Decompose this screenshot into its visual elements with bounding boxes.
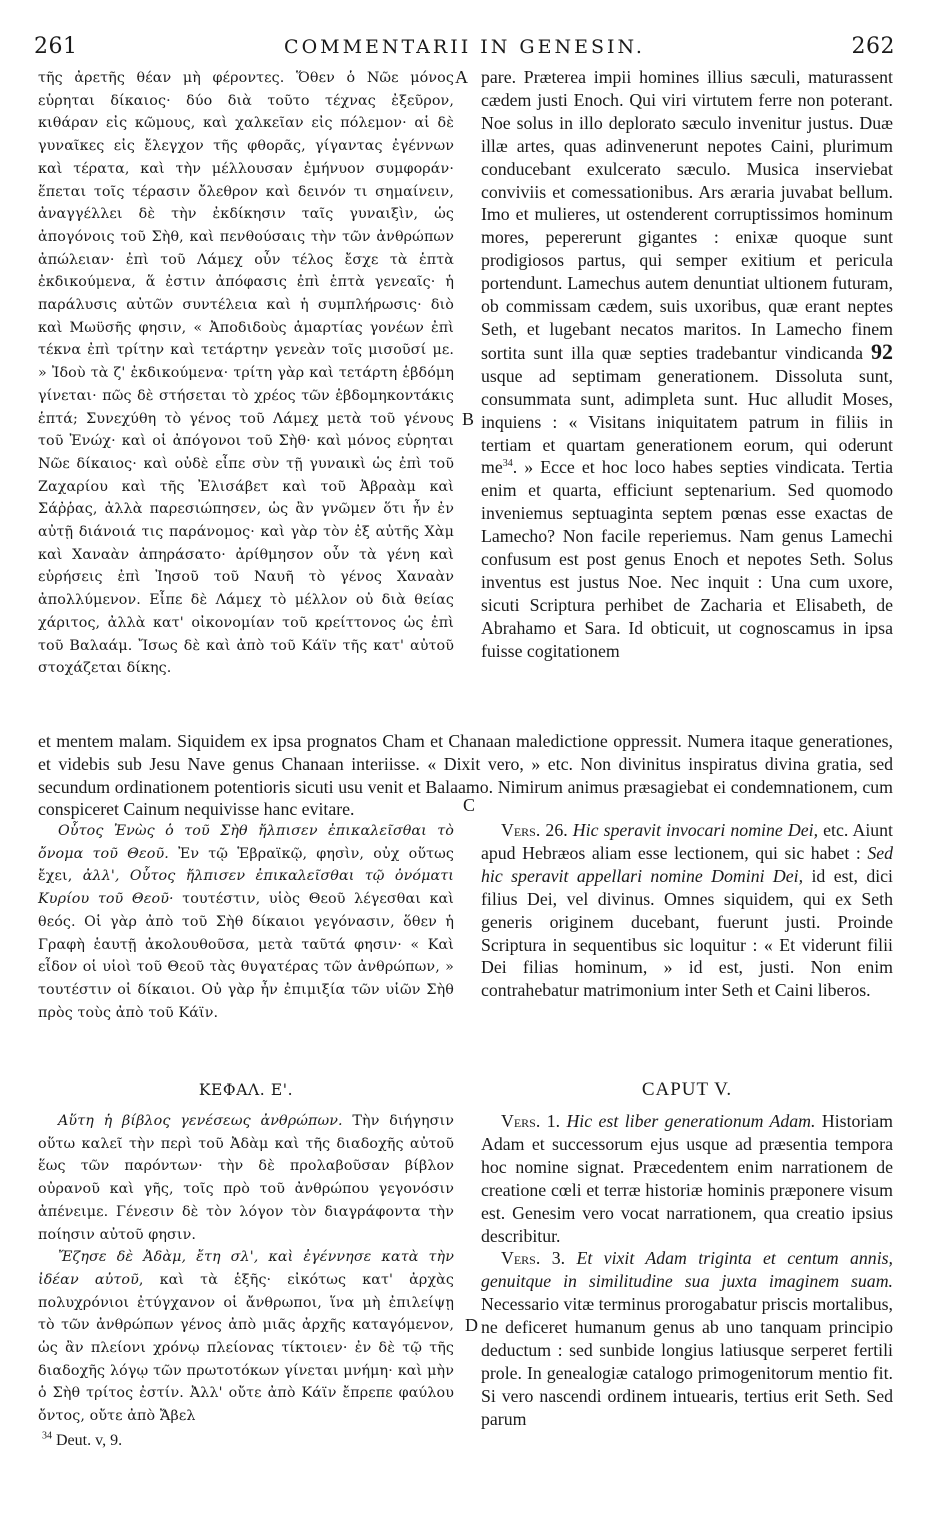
latin-full-width: [38, 730, 893, 821]
greek-verse-1: Αὕτη ἡ βίβλος γενέσεως ἀνθρώπων.: [58, 1113, 343, 1129]
margin-letter-b: B: [462, 409, 475, 429]
latin-bottom-paragraph-1: [481, 1110, 893, 1247]
greek-mid-quote: Οὗτος ἤλπισεν ἐπικαλεῖσθαι τῷ ὀνόματι Κυρίου τοῦ Θεοῦ·: [38, 868, 454, 908]
greek-mid-text-2: τουτέστιν, υἱὸς Θεοῦ λέγεσθαι καὶ θεός. Οἱ γὰρ ἀπὸ τοῦ Σὴθ δίκαιοι γεγόνασιν, ὅθεν ἡ Γραφὴ ἑαυτῇ ἀκολουθοῦσα, μετὰ ταῦτά φησιν· « Καὶ εἶδον οἱ υἱοὶ τοῦ Θεοῦ τὰς θυγατέρας τῶν ἀνθρώπων, » τουτέστιν οἱ δίκαιοι. Οὐ γὰρ ἦν ἐπιμιξία τῶν υἱῶν Σὴθ πρὸς τοὺς ἀπὸ τοῦ Κάϊν.: [38, 891, 454, 1021]
verse-label: Vers. 26.: [501, 820, 568, 840]
greek-bottom-paragraph-1: [38, 1110, 454, 1246]
latin-text-3: . » Ecce et hoc loco habes septies vindicata. Tertia enim et quarta, efficiunt septenarium. Sed quomodo inveniemus septuaginta septem pœnas esse exactas de Lamecho? Non facile reperiemus. Nam genus Lamechi confusum est post genus Enoch et nepotes Seth. Solus inventus est justus Noe. Nec inquit : Una cum uxore, sicuti Scriptura perhibet de Zacharia et Elisabeth, de Abrahamo et Sara. Id obticuit, ut cognoscamus in ipsa fuisse cogitationem: [481, 457, 893, 661]
latin-text-1: pare. Præterea impii homines illius sæculi, maturassent cædem justi Enoch. Qui viri virtutem ferre non poterant. Noe solus in illo deplorato sæculo invenitur justus. Duæ illæ artes, quas adinvenerunt nepotes Caini, plurimum conducebant exulcerato sæculo. Musica inserviebat conviviis et comessationibus. Ars æraria juvabat bellum. Imo et mulieres, ut ostenderent corruptissimos hominum mores, pepererunt gigantes : enixæ quoque sunt prodigiosos partus, qui semper exitium et pericula portendunt. Lamechus autem denuntiat ultionem futuram, ob commissam cædem, suis uxoribus, quæ erant neptes Seth, et lugebant necatos maritos. In Lamecho finem sortita sunt illa quæ septies tradebantur vindicanda: [481, 67, 893, 363]
latin-verse-1: Hic est liber generationum Adam.: [566, 1111, 816, 1131]
greek-verse-2: Ἔζησε δὲ Ἀδὰμ, ἔτη σλ', καὶ ἐγέννησε κατὰ τὴν ἰδέαν αὐτοῦ: [38, 1249, 454, 1288]
latin-column-bottom: [481, 1110, 893, 1431]
greek-column-bottom: [38, 1110, 454, 1428]
latin-paragraph: [481, 66, 893, 663]
column-number: 92: [871, 338, 893, 364]
footnote: [42, 1432, 122, 1450]
latin-bottom-paragraph-2: [481, 1247, 893, 1430]
greek-column-mid: [38, 820, 454, 1024]
greek-mid-text-1: Ἐν τῷ Ἑβραϊκῷ, φησὶν, οὐχ οὕτως ἔχει,: [38, 845, 454, 885]
greek-bottom-text-2: , καὶ τὰ ἑξῆς· εἰκότως κατ' ἀρχὰς πολυχρόνιοι ἐτύγχανον οἱ ἄνθρωποι, ἵνα μὴ ἐπιλείψῃ τὸ τῶν ἀνθρώπων γένος ἀπὸ μιᾶς ἀρχῆς καταγόμενον, ὡς ἂν πλείονι χρόνῳ πλείονας τίκτοιεν· ἐν δὲ τῷ τῆς διαδοχῆς λόγῳ τῶν πρωτοτόκων γίνεται μνήμη· καὶ μὴν ὁ Σὴθ τρίτος ἐστίν. Ἀλλ' οὔτε ἀπὸ Κάϊν ἔπρεπε φαύλου ὄντος, οὔτε ἀπὸ Ἄβελ: [38, 1271, 454, 1425]
latin-bottom-text-1: Historiam Adam et successorum ejus usque ad præsentia tempora hoc nomine signat. Præcedentem enim narrationem de creatione cœli et terræ historiæ hominis præponere visum est. Genesim vero vocat narrationem, qua creatio ipsius describitur.: [481, 1111, 893, 1246]
margin-letter-d: D: [465, 1315, 478, 1335]
latin-bottom-text-3: Necessario vitæ terminus prorogabatur priscis mortalibus, ne deficeret humanum genus ab uno tanquam principio deductum : sed sunbide longius latiusque serperet fertili prole. In genealogiæ catalogo primogenitorum mentio fit. Si vero nascendi ordinem intuearis, tertius erit Seth. Sed parum: [481, 1294, 893, 1429]
greek-chapter-heading: ΚΕΦΑΛ. Ε'.: [198, 1081, 294, 1099]
greek-paragraph: τῆς ἀρετῆς θέαν μὴ φέροντες. Ὅθεν ὁ Νῶε μόνος εὑρηται δίκαιος· δύο διὰ τοῦτο τέχνας ἐξεῦρον, κιθάραν εἰς κῶμους, καὶ χαλκεῖαν εἰς πόλεμον· αἱ δὲ γυναῖκες εἰς ἔλεγχον τῆς φθορᾶς, γίγαντας ἐγέννων καὶ τέρατα, καὶ τὴν μέλλουσαν ἐμήνυον συμφοράν· ἕπεται τοῖς τέρασιν ὄλεθρον καὶ δεινόν τι σημαίνειν, ἀναγγέλλει δὲ τὴν ἐκδίκησιν ταῖς γυναιξὶν, ὡς ἀπογόνοις τοῦ Σὴθ, καὶ πενθούσαις τὴν τῶν ἀνθρώπων ἀπώλειαν· ἐπὶ τοῦ Λάμεχ οὖν τέλος ἔσχε τὰ ἑπτὰ ἐκδικούμενα, ἅ ἐστιν ἀπόφασις ἐπὶ ἑπτὰ γενεαῖς· ἡ παράλυσις αὐτῶν συντέλεια καὶ ἡ συμπλήρωσις· διὸ καὶ Μωϋσῆς φησιν, « Ἀποδιδοὺς ἁμαρτίας γονέων ἐπὶ τέκνα ἐπὶ τρίτην καὶ τετάρτην γενεὰν τοῖς μισοῦσί με. » Ἰδοὺ τὰ ζ' ἐκδικούμενα· τρίτη γὰρ καὶ τετάρτη ἑβδόμη γίνεται· πῶς δὲ στήσεται τὸ χρέος τῶν ἑβδομηκοντάκις ἑπτά; Συνεχύθη τὸ γένος τοῦ Λάμεχ μετὰ τοῦ γένους τοῦ Ἐνώχ· καὶ οἱ ἀπόγονοι τοῦ Σὴθ· καὶ μόνος εὑρηται Νῶε δίκαιος· καὶ οὐδὲ εἶπε σὺν τῇ γυναικὶ ὡς ἐπὶ τοῦ Ζαχαρίου καὶ τῆς Ἐλισάβετ καὶ τοῦ Ἀβραὰμ καὶ Σάῤῥας, ἀλλὰ παρεσιώπησεν, ὡς ἂν γνῶμεν ὅτι ἦν ἐν αὐτῇ διάνοιά τις παράνομος· καὶ γὰρ τὸν ἐξ αὐτῆς Χὰμ καὶ Χαναὰν ἀπηράσατο· ἀρίθμησον οὖν τὰ γένη καὶ εὑρήσεις ἐπὶ Ἰησοῦ τοῦ Ναυῆ τὸ γένος Χαναὰν ἀπολλύμενον. Εἶπε δὲ Λάμεχ τὸ μέλλον οὐ διὰ θείας χάριτος, ἀλλὰ κατ' οἰκονομίαν τοῦ κρείττονος ὡς ἐπὶ τοῦ Βαλαάμ. Ἴσως δὲ καὶ ἀπὸ τοῦ Κάϊν τῆς κατ' αὐτοῦ στοχάζεται δίκης.: [38, 70, 454, 677]
page-header: [34, 34, 895, 64]
greek-bottom-text-1: Τὴν διήγησιν οὕτω καλεῖ τὴν περὶ τοῦ Ἀδὰμ καὶ τῆς διαδοχῆς αὐτοῦ ἕως τῶν παρόντων· τὴν δὲ προλαβοῦσαν βίβλον οὐρανοῦ καὶ γῆς, τοῖς πρὸ τοῦ ἀνθρώπου γεγονόσιν ἀπένειμε. Γένεσιν δὲ τὸν λόγον τὸν διαγράφοντα τὴν ποίησιν αὐτοῦ φησιν.: [38, 1113, 454, 1243]
page-number-right: 262: [851, 34, 895, 59]
greek-column-top: [38, 67, 454, 680]
latin-text-2: usque ad septimam generationem. Dissoluta sunt, consummata sunt, adimpleta sunt. Huc alludit Moses, inquiens : « Visitans iniquitatem patrum in filiis in tertiam et quartam generationem eorum, qui oderunt me: [481, 365, 893, 478]
latin-verse: Hic speravit invocari nomine Dei,: [572, 820, 819, 840]
latin-mid-text-1: etc. Aiunt apud Hebræos aliam esse lectionem, qui sic habet :: [481, 820, 893, 863]
page-number-left: 261: [34, 34, 78, 59]
greek-mid-alla: ἀλλ',: [82, 868, 120, 885]
latin-column-mid: [481, 819, 893, 1002]
greek-bottom-paragraph-2: [38, 1246, 454, 1428]
greek-mid-paragraph: [38, 820, 454, 1024]
latin-column-top: [481, 66, 893, 663]
latin-chapter-heading: CAPUT V.: [641, 1079, 733, 1100]
latin-mid-paragraph: [481, 819, 893, 1002]
latin-verse-3: Et vixit Adam triginta et centum annis, genuitque in similitudine sua juxta imaginem suam.: [481, 1248, 894, 1292]
margin-letter-c: C: [463, 795, 476, 815]
latin-mid-quote: Sed hic speravit appellari nomine Domini Dei,: [481, 842, 894, 886]
verse-label-1: Vers. 1.: [501, 1111, 561, 1131]
footnote-reference: 34: [502, 458, 513, 470]
running-head: COMMENTARII IN GENESIN.: [284, 36, 645, 58]
footnote-number: 34: [42, 1430, 52, 1442]
verse-label-3: Vers. 3.: [501, 1248, 566, 1269]
latin-mid-text-2: id est, dici filius Dei, vel divinus. Omnes siquidem, qui ex Seth generis originem ducebant, fuerunt justi. Proinde Scriptura in sequentibus sic loquitur : « Et viderunt filii Dei filias hominum, » id est, justi. Non enim contrahebatur matrimonium inter Seth et Caini liberos.: [481, 865, 893, 1001]
greek-verse: Οὗτος Ἐνὼς ὁ τοῦ Σὴθ ἤλπισεν ἐπικαλεῖσθαι τὸ ὄνομα τοῦ Θεοῦ.: [38, 823, 454, 862]
margin-letter-a: A: [455, 67, 468, 87]
latin-full-paragraph: et mentem malam. Siquidem ex ipsa prognatos Cham et Chanaan maledictione oppressit. Numera itaque generationes, et videbis sub Jesu Nave genus Chanaan interiisse. « Dixit vero, » etc. Non divinitus inspiratus divina gratia, sed secundum ordinationem potentioris sicuti usu venit et Balaamo. Nimirum animus præsagiebat ei condemnationem, cum conspiceret Cainum nequivisse hanc evitare.: [38, 731, 893, 820]
footnote-text: Deut. v, 9.: [56, 1432, 123, 1449]
